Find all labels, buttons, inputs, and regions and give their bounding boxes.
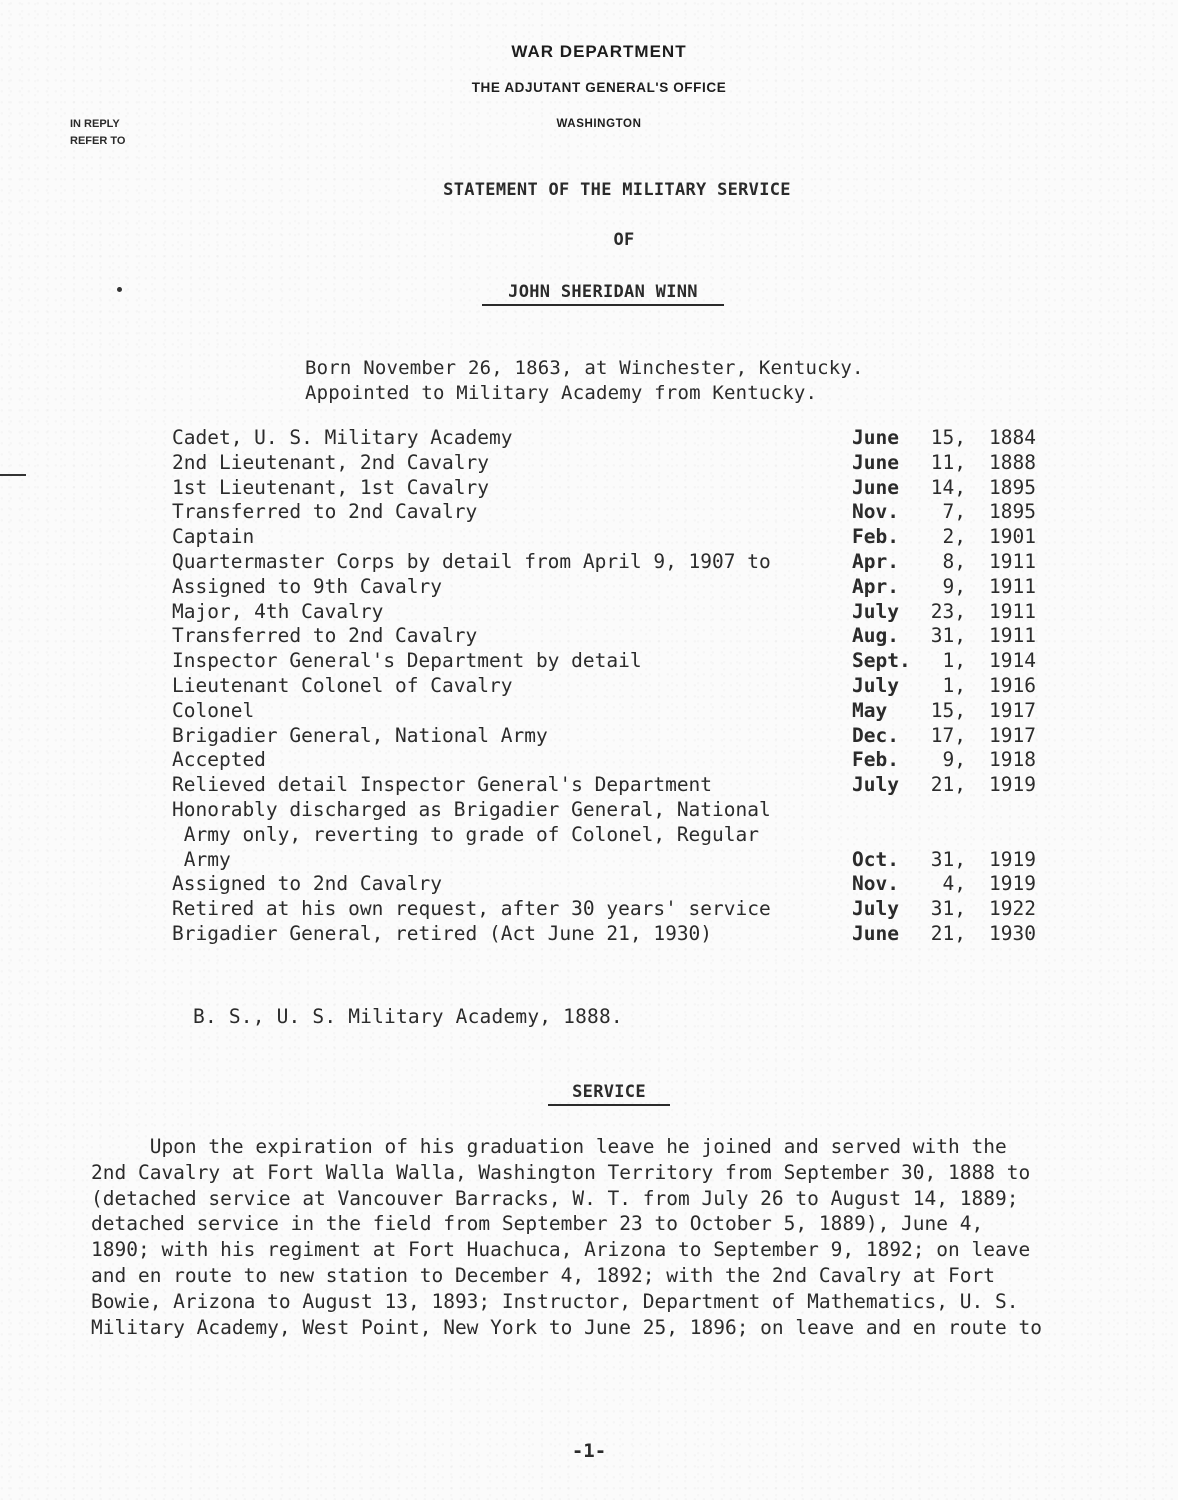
career-month: June bbox=[852, 475, 899, 499]
career-year: 1930 bbox=[989, 921, 1036, 945]
career-row bbox=[172, 872, 1042, 897]
career-row bbox=[172, 426, 1042, 451]
career-year: 1917 bbox=[989, 698, 1036, 722]
career-row bbox=[172, 848, 1042, 873]
career-day: 21, bbox=[930, 921, 966, 945]
career-row bbox=[172, 476, 1042, 501]
career-month: Oct. bbox=[852, 847, 899, 871]
career-description: Lieutenant Colonel of Cavalry bbox=[172, 673, 513, 697]
career-day: 14, bbox=[930, 475, 966, 499]
career-row bbox=[172, 624, 1042, 649]
career-row bbox=[172, 897, 1042, 922]
career-year bbox=[966, 823, 1036, 848]
service-line: (detached service at Vancouver Barracks, W. T. from July 26 to August 14, 1889; bbox=[91, 1186, 1019, 1210]
page-number: -1- bbox=[571, 1440, 607, 1462]
career-description: Honorably discharged as Brigadier General, National bbox=[172, 797, 771, 821]
career-row bbox=[172, 649, 1042, 674]
career-month: June bbox=[852, 921, 899, 945]
career-month: Apr. bbox=[852, 574, 899, 598]
career-day: 4, bbox=[942, 872, 966, 896]
career-row bbox=[172, 500, 1042, 525]
career-year: 1918 bbox=[989, 748, 1036, 772]
career-description: Captain bbox=[172, 525, 255, 549]
punch-dot bbox=[117, 287, 122, 292]
career-day: 31, bbox=[930, 624, 966, 648]
birth-line: Born November 26, 1863, at Winchester, Kentucky. bbox=[305, 357, 864, 379]
career-description: Brigadier General, retired (Act June 21, 1930) bbox=[172, 921, 713, 945]
career-row bbox=[172, 798, 1042, 823]
career-row bbox=[172, 922, 1042, 947]
career-day bbox=[922, 798, 966, 823]
career-day: 23, bbox=[930, 599, 966, 623]
title-of: OF bbox=[613, 230, 635, 250]
career-day: 31, bbox=[930, 847, 966, 871]
career-year: 1914 bbox=[989, 649, 1036, 673]
career-row bbox=[172, 823, 1042, 848]
career-day: 7, bbox=[942, 500, 966, 524]
career-description: Accepted bbox=[172, 748, 266, 772]
career-description: Assigned to 2nd Cavalry bbox=[172, 872, 443, 896]
career-day: 2, bbox=[942, 525, 966, 549]
career-description: Quartermaster Corps by detail from April 9, 1907 to bbox=[172, 549, 771, 573]
career-year: 1919 bbox=[989, 773, 1036, 797]
career-day: 21, bbox=[930, 773, 966, 797]
service-line: Bowie, Arizona to August 13, 1893; Instructor, Department of Mathematics, U. S. bbox=[91, 1289, 1019, 1313]
officer-name-block bbox=[0, 282, 1178, 306]
career-day: 31, bbox=[930, 897, 966, 921]
service-heading: SERVICE bbox=[548, 1082, 670, 1106]
career-description: 2nd Lieutenant, 2nd Cavalry bbox=[172, 450, 489, 474]
letterhead-city: WASHINGTON bbox=[556, 118, 642, 130]
career-year: 1911 bbox=[989, 624, 1036, 648]
career-row bbox=[172, 748, 1042, 773]
career-description: Relieved detail Inspector General's Department bbox=[172, 773, 713, 797]
career-month: June bbox=[852, 450, 899, 474]
letterhead-department: WAR DEPARTMENT bbox=[511, 42, 687, 61]
service-line: and en route to new station to December 4, 1892; with the 2nd Cavalry at Fort bbox=[91, 1263, 995, 1287]
reply-line-2: REFER TO bbox=[70, 135, 126, 147]
service-line: 1890; with his regiment at Fort Huachuca, Arizona to September 9, 1892; on leave bbox=[91, 1238, 1031, 1262]
career-row bbox=[172, 699, 1042, 724]
career-month: Feb. bbox=[852, 748, 899, 772]
career-day: 15, bbox=[930, 426, 966, 449]
career-month bbox=[852, 798, 922, 823]
career-day: 17, bbox=[930, 723, 966, 747]
career-description: Assigned to 9th Cavalry bbox=[172, 574, 443, 598]
reply-line-1: IN REPLY bbox=[70, 118, 120, 130]
career-description: Transferred to 2nd Cavalry bbox=[172, 624, 478, 648]
career-row bbox=[172, 674, 1042, 699]
career-year: 1911 bbox=[989, 549, 1036, 573]
career-month: July bbox=[852, 897, 899, 921]
career-row bbox=[172, 550, 1042, 575]
career-description: Major, 4th Cavalry bbox=[172, 599, 384, 623]
career-month: Nov. bbox=[852, 500, 899, 524]
career-description: Cadet, U. S. Military Academy bbox=[172, 426, 513, 449]
service-line: Military Academy, West Point, New York to June 25, 1896; on leave and en route to bbox=[91, 1315, 1042, 1339]
career-month: July bbox=[852, 599, 899, 623]
career-description: Inspector General's Department by detail bbox=[172, 649, 642, 673]
service-line: detached service in the field from September 23 to October 5, 1889), June 4, bbox=[91, 1212, 984, 1236]
career-month: June bbox=[852, 426, 899, 449]
career-day: 15, bbox=[930, 698, 966, 722]
career-row bbox=[172, 451, 1042, 476]
career-year: 1919 bbox=[989, 872, 1036, 896]
career-year: 1895 bbox=[989, 475, 1036, 499]
degree-line: B. S., U. S. Military Academy, 1888. bbox=[193, 1005, 623, 1028]
career-day: 1, bbox=[942, 673, 966, 697]
career-year: 1911 bbox=[989, 599, 1036, 623]
career-month: Apr. bbox=[852, 549, 899, 573]
career-day: 11, bbox=[930, 450, 966, 474]
career-month: Sept. bbox=[852, 649, 911, 673]
career-month: Aug. bbox=[852, 624, 899, 648]
career-description: Transferred to 2nd Cavalry bbox=[172, 500, 478, 524]
officer-name: JOHN SHERIDAN WINN bbox=[482, 282, 724, 306]
career-year: 1922 bbox=[989, 897, 1036, 921]
career-day: 9, bbox=[942, 574, 966, 598]
career-year: 1901 bbox=[989, 525, 1036, 549]
career-month: July bbox=[852, 773, 899, 797]
career-month bbox=[852, 823, 922, 848]
career-month: Dec. bbox=[852, 723, 899, 747]
reply-reference bbox=[70, 116, 150, 150]
appointment-line: Appointed to Military Academy from Kentucky. bbox=[305, 382, 818, 404]
service-line: 2nd Cavalry at Fort Walla Walla, Washington Territory from September 30, 1888 to bbox=[91, 1160, 1031, 1184]
career-description: Colonel bbox=[172, 698, 255, 722]
career-day: 1, bbox=[942, 649, 966, 673]
document-title: STATEMENT OF THE MILITARY SERVICE bbox=[443, 180, 791, 200]
career-month: Feb. bbox=[852, 525, 899, 549]
career-year: 1916 bbox=[989, 673, 1036, 697]
career-row bbox=[172, 773, 1042, 798]
service-line: Upon the expiration of his graduation leave he joined and served with the bbox=[91, 1135, 1007, 1158]
career-row bbox=[172, 525, 1042, 550]
career-day: 9, bbox=[942, 748, 966, 772]
career-table bbox=[172, 426, 1042, 947]
career-description: Army bbox=[172, 847, 231, 871]
career-year: 1911 bbox=[989, 574, 1036, 598]
service-heading-block bbox=[0, 1082, 1178, 1106]
career-year bbox=[966, 798, 1036, 823]
career-month: May bbox=[852, 698, 888, 722]
intro-block bbox=[305, 356, 864, 406]
career-month: Nov. bbox=[852, 872, 899, 896]
career-row bbox=[172, 575, 1042, 600]
career-description: Retired at his own request, after 30 years' service bbox=[172, 897, 771, 921]
career-description: Brigadier General, National Army bbox=[172, 723, 548, 747]
career-month: July bbox=[852, 673, 899, 697]
margin-mark bbox=[0, 474, 26, 476]
career-row bbox=[172, 600, 1042, 625]
career-row bbox=[172, 724, 1042, 749]
career-year: 1884 bbox=[989, 426, 1036, 449]
career-year: 1888 bbox=[989, 450, 1036, 474]
career-day bbox=[922, 823, 966, 848]
career-year: 1919 bbox=[989, 847, 1036, 871]
career-year: 1917 bbox=[989, 723, 1036, 747]
career-description: 1st Lieutenant, 1st Cavalry bbox=[172, 475, 489, 499]
career-day: 8, bbox=[942, 549, 966, 573]
service-paragraph bbox=[91, 1134, 1131, 1340]
letterhead-office: THE ADJUTANT GENERAL'S OFFICE bbox=[471, 80, 727, 95]
career-year: 1895 bbox=[989, 500, 1036, 524]
career-description: Army only, reverting to grade of Colonel, Regular bbox=[172, 822, 759, 846]
